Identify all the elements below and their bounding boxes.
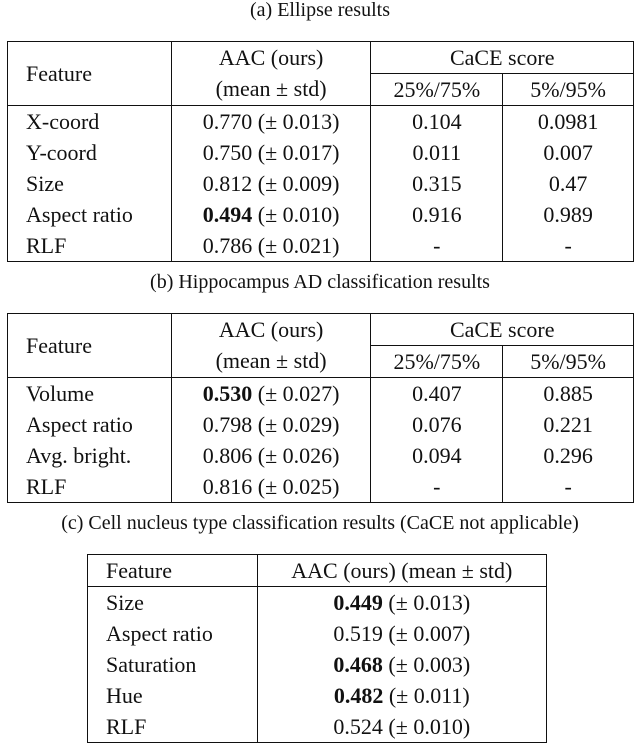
cace-25-75-cell: - [371,471,503,503]
table-row [8,168,634,199]
aac-mean: 0.770 [202,108,253,134]
aac-cell [257,649,546,680]
header-feature: Feature [88,555,258,587]
aac-mean-bold: 0.482 [333,682,384,708]
aac-cell [257,680,546,711]
header-cace-5-95: 5%/95% [503,74,634,106]
feature-cell: Aspect ratio [8,409,172,440]
feature-cell: Hue [88,680,258,711]
feature-cell: Volume [8,378,172,410]
aac-std: (± 0.007) [382,620,471,646]
aac-std: (± 0.010) [382,713,471,739]
cace-25-75-cell: 0.076 [371,409,503,440]
cace-25-75-cell: - [371,230,503,262]
header-aac: AAC (ours) (mean ± std) [257,555,546,587]
table-row [8,230,634,262]
aac-mean: 0.798 [202,411,253,437]
cace-5-95-cell: 0.885 [503,378,634,410]
aac-cell [171,137,371,168]
aac-std: (± 0.021) [252,232,340,258]
cace-5-95-cell: 0.296 [503,440,634,471]
cace-25-75-cell: 0.916 [371,199,503,230]
feature-cell: RLF [8,230,172,262]
feature-cell: Aspect ratio [8,199,172,230]
feature-cell: Aspect ratio [88,618,258,649]
header-feature: Feature [8,42,172,106]
table-row [8,378,634,410]
aac-mean-bold: 0.494 [202,201,253,227]
cace-5-95-cell: 0.989 [503,199,634,230]
cace-5-95-cell: 0.47 [503,168,634,199]
header-cace: CaCE score [371,314,634,346]
table-row [8,137,634,168]
header-cace-25-75: 25%/75% [371,74,503,106]
header-aac-line1: AAC (ours) [171,42,371,74]
aac-std: (± 0.029) [252,411,340,437]
aac-std: (± 0.025) [252,473,340,499]
table-row [88,587,547,619]
aac-mean: 0.519 [333,620,383,646]
aac-mean: 0.524 [333,713,383,739]
aac-mean: 0.816 [202,473,253,499]
table-row [88,711,547,743]
table-a-ellipse [7,41,634,262]
aac-cell [257,618,546,649]
feature-cell: X-coord [8,106,172,138]
aac-std: (± 0.013) [382,589,471,615]
aac-cell [171,378,371,410]
feature-cell: RLF [8,471,172,503]
aac-mean-bold: 0.449 [333,589,383,615]
aac-std: (± 0.013) [252,108,340,134]
table-c-cell-nucleus [87,554,547,743]
feature-cell: Size [8,168,172,199]
cace-5-95-cell: 0.007 [503,137,634,168]
aac-mean: 0.786 [202,232,253,258]
cace-5-95-cell: - [503,230,634,262]
cace-25-75-cell: 0.011 [371,137,503,168]
cace-5-95-cell: 0.221 [503,409,634,440]
feature-cell: Avg. bright. [8,440,172,471]
aac-std: (± 0.027) [252,380,340,406]
cace-25-75-cell: 0.094 [371,440,503,471]
cace-25-75-cell: 0.315 [371,168,503,199]
aac-std: (± 0.009) [252,170,340,196]
header-cace-5-95: 5%/95% [503,346,634,378]
header-feature: Feature [8,314,172,378]
header-cace-25-75: 25%/75% [371,346,503,378]
caption-b: (b) Hippocampus AD classification results [150,271,490,293]
table-row [88,680,547,711]
aac-mean: 0.812 [202,170,253,196]
caption-c: (c) Cell nucleus type classification results (CaCE not applicable) [61,512,579,534]
aac-cell [257,587,546,619]
aac-cell [171,106,371,138]
aac-cell [171,230,371,262]
header-aac-line2: (mean ± std) [171,346,371,378]
cace-5-95-cell: 0.0981 [503,106,634,138]
aac-cell [171,168,371,199]
feature-cell: Size [88,587,258,619]
table-row [88,618,547,649]
feature-cell: Y-coord [8,137,172,168]
table-row [88,649,547,680]
header-aac-line2: (mean ± std) [171,74,371,106]
aac-cell [171,471,371,503]
feature-cell: Saturation [88,649,258,680]
header-cace: CaCE score [371,42,634,74]
caption-a: (a) Ellipse results [250,0,390,21]
table-row [8,106,634,138]
table-row [8,471,634,503]
feature-cell: RLF [88,711,258,743]
aac-mean-bold: 0.468 [333,651,383,677]
aac-mean: 0.806 [202,442,253,468]
aac-cell [171,440,371,471]
aac-std: (± 0.017) [252,139,340,165]
aac-std: (± 0.011) [383,682,470,708]
aac-cell [171,409,371,440]
aac-std: (± 0.026) [252,442,340,468]
aac-mean-bold: 0.530 [202,380,253,406]
aac-cell [171,199,371,230]
cace-25-75-cell: 0.407 [371,378,503,410]
table-row [8,440,634,471]
header-aac-line1: AAC (ours) [171,314,371,346]
cace-5-95-cell: - [503,471,634,503]
table-row [8,409,634,440]
aac-std: (± 0.010) [252,201,340,227]
cace-25-75-cell: 0.104 [371,106,503,138]
aac-cell [257,711,546,743]
table-b-hippocampus [7,313,634,503]
aac-mean: 0.750 [202,139,253,165]
aac-std: (± 0.003) [382,651,471,677]
table-row [8,199,634,230]
